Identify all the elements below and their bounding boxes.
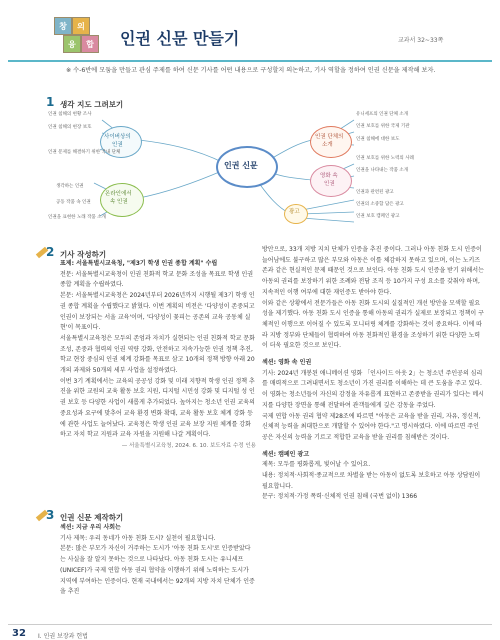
section3-content bbox=[60, 523, 256, 598]
movie-section-label: 섹션: 영화 속 인권 bbox=[262, 359, 312, 367]
campaign-title: 제목: 모두를 평화롭게, 빛어날 수 있어요. bbox=[262, 461, 371, 469]
article-lead: 전문: 서울특별시교육청이 인권 친화적 학교 문화 조성을 목표로 학생 인권 종합 계획을 수립하였다. bbox=[60, 270, 254, 289]
textbook-page-ref: 교과서 32~33쪽 bbox=[398, 37, 444, 44]
bubble-cyber-line1: 사이버상의 bbox=[104, 134, 131, 140]
page-title: 인권 신문 만들기 bbox=[120, 29, 240, 48]
badge-char-3: 융 bbox=[63, 35, 81, 53]
left-item-6: 인권을 표현한 노래 작품 소개 bbox=[48, 215, 106, 220]
badge-char-2: 의 bbox=[72, 17, 90, 35]
badge-char-1: 창 bbox=[54, 17, 72, 35]
right-para-2: 이와 같은 상황에서 전문가들은 아동 친화 도시의 실질적인 개선 방안을 모색할 필요성을 제기했다. 아동 친화 도시 인증을 통해 아동의 권리가 실제로 보장되고 정책이 구체적인 이행으로 이어질 수 있도록 모니터링 체계를 강화하는 것이 중요하다. 이에 따라 지방 정부와 단체들이 협력하여 아동 친화적인 환경을 조성하기 위한 다양한 노력이 더욱 필요한 것으로 보인다. bbox=[262, 299, 484, 350]
right-item-7: 인권의 소중함 담은 광고 bbox=[356, 202, 404, 207]
right-item-8: 인권 보호 캠페인 광고 bbox=[356, 214, 400, 219]
bubble-movie-line2: 인권 bbox=[324, 181, 335, 187]
section3-number: 3 bbox=[46, 508, 55, 522]
bubble-cyber-line2: 인권 bbox=[112, 142, 123, 148]
left-item-1: 인권 침해의 현황 조사 bbox=[48, 112, 92, 117]
bubble-movie-line1: 영화 속 bbox=[320, 173, 338, 179]
campaign-phrase: 문구: 정치적·가정 폭력·신체적 인권 침해 (국번 없이) 1366 bbox=[262, 493, 418, 501]
bubble-org-line1: 인권 단체의 bbox=[315, 134, 344, 140]
section2-number: 2 bbox=[46, 245, 55, 259]
bubble-online-line2: 속 인권 bbox=[110, 199, 128, 205]
article-body-1: 본문: 서울특별시교육청은 2024년부터 2026년까지 시행될 제3기 학생 인권 종합 계획을 수립했다고 밝혔다. 이번 계획의 비전은 '다양성이 존중되고 인권이 보장되는 서울 교육'이며, '다양성이 꽃피는 공존의 교육 공동체 실현'이 목표이다. bbox=[60, 292, 255, 332]
bubble-ad-label: 광고 bbox=[289, 209, 300, 215]
section3-title: 인권 신문 제작하기 bbox=[60, 513, 124, 522]
section1-title: 생각 지도 그려보기 bbox=[60, 100, 124, 109]
bubble-online-line1: 온라인에서 bbox=[105, 191, 132, 197]
article-source: — 서울특별시교육청, 2024. 6. 10. 보도자료 수정 인용 bbox=[121, 442, 256, 449]
right-item-2: 인권 보호를 위한 국제 기관 bbox=[356, 124, 410, 129]
intro-text: ※ 수-6반에 모둠을 만들고 관심 주제를 하여 신문 기사를 어떤 내용으로 구성할지 의논하고, 기사 역할을 정하여 인권 신문을 제작해 보자. bbox=[66, 67, 436, 74]
left-item-4: 생각하는 인권 bbox=[56, 184, 84, 189]
article-headline: 표제: 서울특별시교육청, "제3기 학생 인권 종합 계획" 수립 bbox=[60, 260, 218, 267]
article-left-column bbox=[60, 259, 256, 452]
left-item-3: 인권 문제를 해결하기 위한 국내 단체 bbox=[48, 150, 121, 155]
article-body-3: 이번 3기 계획에서는 교육의 공공성 강화 및 미래 지향적 학생 인권 정책 추진을 위한 교원의 교육 활동 보호 지원, 디지털 시민성 강화 및 디지털 성 인권 보호 등 다양한 사업이 새롭게 추가되었다. 높아지는 청소년 인권 교육의 중요성과 요구에 맞추어 교육 환경 변화 확대, 교육 활동 보호 체계 강화 등에 관한 사업도 늘어났다. 교육청은 학생 인권 교육 보장 지원 체계를 강화하고 자치 학교 지원과 교육 자원을 지원해 나갈 계획이다. bbox=[60, 377, 255, 439]
left-item-5: 공동 작품 속 인권 bbox=[56, 200, 91, 205]
right-item-6: 인권과 관련된 광고 bbox=[356, 190, 394, 195]
page-number: 32 bbox=[12, 628, 26, 639]
right-item-5: 인권을 나타내는 작품 소개 bbox=[356, 168, 409, 173]
movie-article: 기사: 2024년 개봉된 애니메이션 영화 「인사이드 아웃 2」는 청소년 주인공의 심리를 매력적으로 그려내면서도 청소년이 가진 권리를 이해하는 데 큰 도움을 주고 있다. 이 영화는 청소년들이 자신의 감정을 자유롭게 표현하고 존중받을 권리가 있다는 메시지를 다양한 장면을 통해 전달하여 관객들에게 깊은 감동을 주었다. bbox=[262, 369, 484, 409]
left-item-2: 인권 침해의 현장 보호 bbox=[48, 125, 92, 130]
mind-map bbox=[44, 108, 492, 228]
section3-body: 본문: 많은 부모가 자신이 거주하는 도시가 '아동 친화 도시'로 인증받았다는 사실을 잘 알지 못하는 것으로 나타났다. 아동 친화 도시는 유니세프(UNICEF)가 국제 연합 아동 권리 협약을 이행하기 위해 노력하는 도시가 지역에 부여하는 인증이다. 현재 국내에서는 92개의 지방 자치 단체가 인증을 추진 bbox=[60, 545, 255, 596]
section3-article-title: 기사 제목: 우리 동네가 아동 친화 도시? 실천이 필요합니다. bbox=[60, 534, 216, 542]
right-item-3: 인권 침해에 대한 보도 bbox=[356, 137, 400, 142]
campaign-content: 내용: 정치적·사회적·종교적으로 차별을 받는 아동이 없도록 보호하고 아동 상담원이 필요합니다. bbox=[262, 472, 481, 490]
center-label: 인권 신문 bbox=[224, 161, 258, 170]
campaign-section-label: 섹션: 캠페인 광고 bbox=[262, 450, 310, 458]
article-body-2: 서울특별시교육청은 모두의 존엄과 자치가 실현되는 인권 친화적 학교 문화 조성, 존중과 협력의 인권 역량 강화, 안전하고 지속가능한 인권 정책 추진, 학교 현장 중심의 인권 체계 강화를 목표로 삼고 10개의 정책 방향 아래 20개의 과제와 50개의 세부 사업을 설정하였다. bbox=[60, 334, 255, 375]
article-right-column bbox=[262, 245, 484, 503]
chapter-title: Ⅰ. 인권 보장과 헌법 bbox=[38, 633, 88, 640]
section3-section-label: 섹션: 지금 우리 사회는 bbox=[60, 524, 121, 531]
section2-title: 기사 작성하기 bbox=[60, 250, 107, 259]
section1-number: 1 bbox=[46, 95, 55, 109]
right-para-1: 방안으로, 33개 지방 지치 단체가 인증을 추진 중이다. 그러나 아동 친화 도시 인증이 늘어남에도 불구하고 많은 부모와 아동은 이를 체감하지 못하고 있으며, 이는 노키즈존과 같은 현실적인 문제 때문인 것으로 보인다. 아동 친화 도시 인증을 받기 위해서는 아동의 권리를 보장하기 위한 조례와 전담 조직 등 10가지 구성 요소를 갖춰야 하며, 지속적인 이행 여부에 대한 재인증도 받아야 한다. bbox=[262, 246, 484, 296]
header-badge bbox=[52, 15, 112, 55]
bubble-org-line2: 소개 bbox=[322, 142, 333, 148]
right-item-4: 인권 보호를 위한 노력의 사례 bbox=[356, 156, 414, 161]
header-rule bbox=[8, 60, 492, 62]
movie-article-2: 국제 연합 아동 권리 협약 제28조에 따르면 "아동은 교육을 받을 권리, 자유, 정신적, 신체적 능력을 최대한으로 개발할 수 있어야 한다."고 명시하였다. 이에 따르면 주인공은 자신의 능력을 기르고 적합한 교육을 받을 권리를 침해받은 것이다. bbox=[262, 412, 481, 441]
right-item-1: 유니세프의 인권 단체 소개 bbox=[356, 112, 409, 117]
footer-rule bbox=[8, 624, 492, 625]
badge-char-4: 합 bbox=[81, 35, 99, 53]
